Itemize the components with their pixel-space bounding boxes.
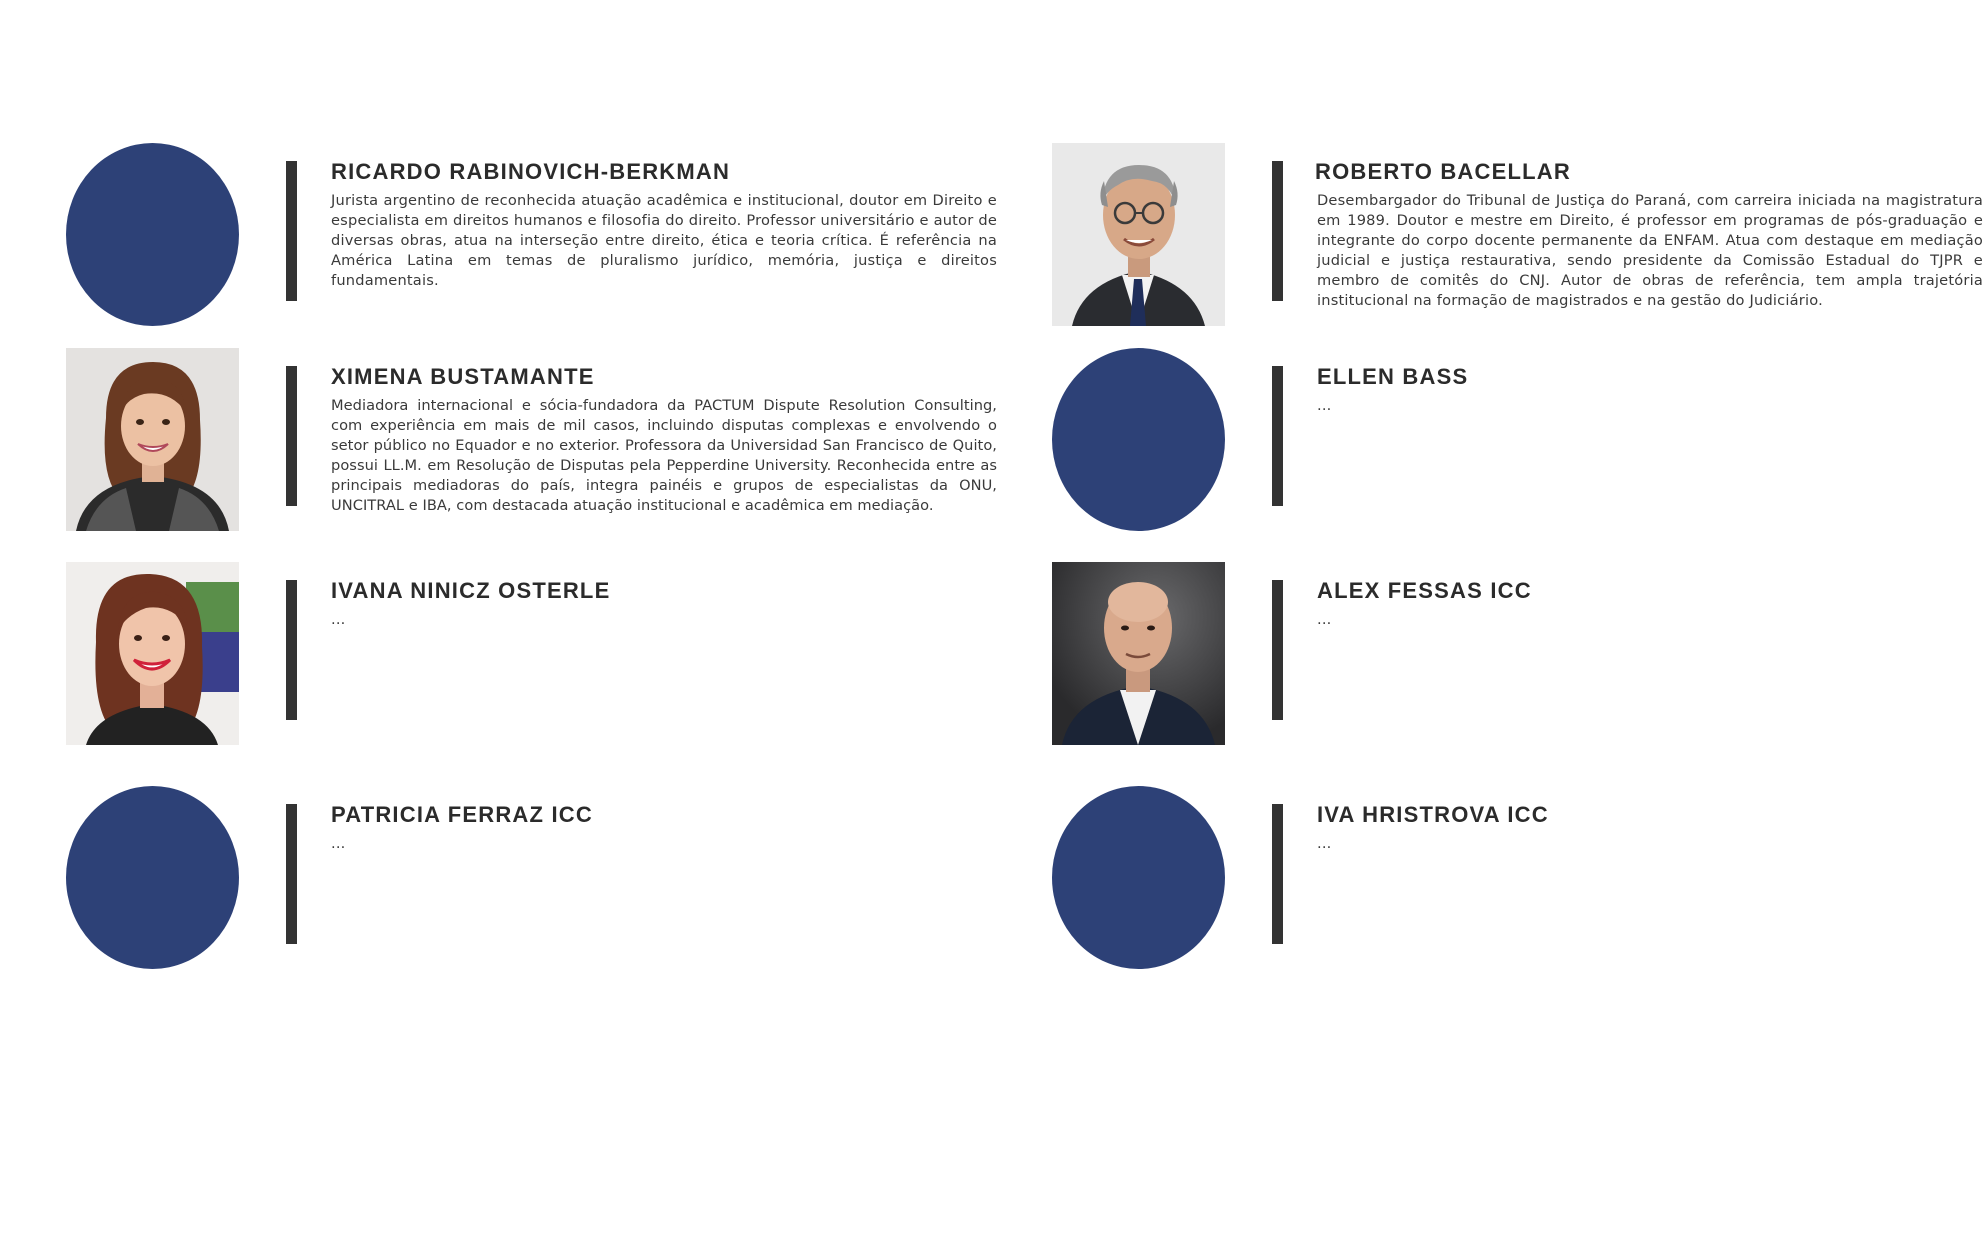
divider-bar	[286, 161, 297, 301]
speaker-name: IVANA NINICZ OSTERLE	[331, 578, 611, 603]
speaker-name: ROBERTO BACELLAR	[1315, 159, 1571, 184]
speaker-photo	[66, 562, 239, 745]
divider-bar	[1272, 366, 1283, 506]
speaker-name: XIMENA BUSTAMANTE	[331, 364, 595, 389]
divider-bar	[1272, 804, 1283, 944]
speaker-card-ellen	[1052, 348, 1952, 548]
portrait-woman-smiling-icon	[66, 348, 239, 531]
speaker-card-ivana	[66, 562, 966, 762]
speaker-card-ricardo	[66, 143, 997, 343]
speaker-bio: ...	[1317, 397, 1332, 414]
speaker-name: PATRICIA FERRAZ ICC	[331, 802, 593, 827]
speaker-name: ELLEN BASS	[1317, 364, 1469, 389]
speaker-card-ximena	[66, 348, 997, 548]
speaker-photo-placeholder	[66, 143, 239, 326]
speaker-card-roberto	[1052, 143, 1983, 343]
portrait-bald-man-icon	[1052, 562, 1225, 745]
divider-bar	[286, 804, 297, 944]
portrait-man-glasses-icon	[1052, 143, 1225, 326]
divider-bar	[286, 580, 297, 720]
divider-bar	[1272, 161, 1283, 301]
speaker-name: IVA HRISTROVA ICC	[1317, 802, 1549, 827]
speaker-bio: Desembargador do Tribunal de Justiça do Paraná, com carreira iniciada na magistratura em 1989. Doutor e mestre em Direito, é professor em programas de pós-graduação e integrante do corpo docente permanente da ENFAM. Atua com destaque em mediação judicial e justiça restaurativa, sendo presidente da Comissão Estadual do TJPR e membro de comitês do CNJ. Autor de obras de referência, tem ampla trajetória institucional na formação de magistrados e na gestão do Judiciário.	[1317, 192, 1983, 309]
speaker-photo	[1052, 562, 1225, 745]
divider-bar	[286, 366, 297, 506]
divider-bar	[1272, 580, 1283, 720]
speaker-bio: ...	[1317, 835, 1332, 852]
speaker-bio: ...	[331, 835, 346, 852]
speaker-bio: ...	[331, 611, 346, 628]
speaker-photo	[66, 348, 239, 531]
speaker-bio: ...	[1317, 611, 1332, 628]
speaker-photo	[1052, 143, 1225, 326]
speaker-photo-placeholder	[66, 786, 239, 969]
speaker-card-patricia	[66, 786, 966, 986]
speaker-name: ALEX FESSAS ICC	[1317, 578, 1532, 603]
speaker-card-alex	[1052, 562, 1952, 762]
speaker-card-iva	[1052, 786, 1952, 986]
speaker-photo-placeholder	[1052, 786, 1225, 969]
speaker-name: RICARDO RABINOVICH-BERKMAN	[331, 159, 731, 184]
speaker-bio: Mediadora internacional e sócia-fundadora da PACTUM Dispute Resolution Consulting, com experiência em mais de mil casos, incluindo disputas complexas e envolvendo o setor público no Equador e no exterior. Professora da Universidad San Francisco de Quito, possui LL.M. em Resolução de Disputas pela Pepperdine University. Reconhecida entre as principais mediadoras do país, integra painéis e grupos de especialistas da ONU, UNCITRAL e IBA, com destacada atuação institucional e acadêmica em mediação.	[331, 397, 997, 514]
portrait-woman-red-lips-icon	[66, 562, 239, 745]
speaker-photo-placeholder	[1052, 348, 1225, 531]
speaker-bio: Jurista argentino de reconhecida atuação acadêmica e institucional, doutor em Direito e especialista em direitos humanos e filosofia do direito. Professor universitário e autor de diversas obras, atua na interseção entre direito, ética e teoria crítica. É referência na América Latina em temas de pluralismo jurídico, memória, justiça e direitos fundamentais.	[331, 192, 997, 289]
